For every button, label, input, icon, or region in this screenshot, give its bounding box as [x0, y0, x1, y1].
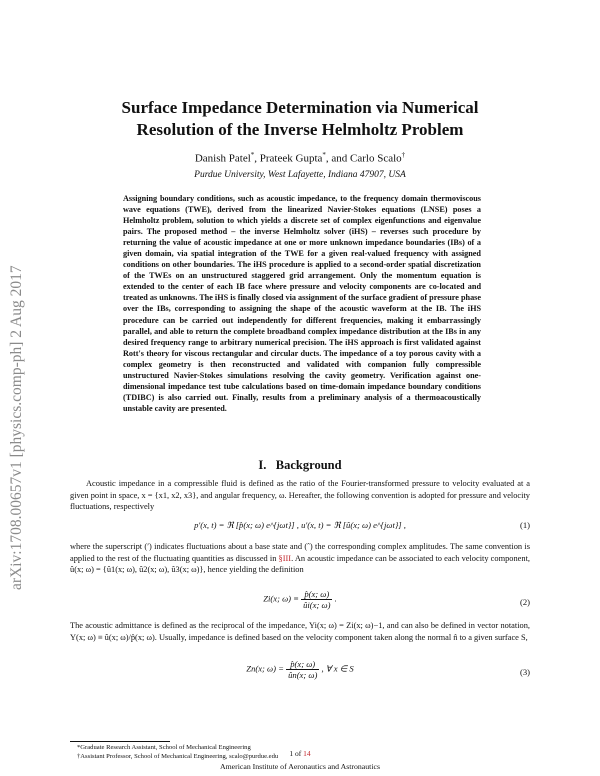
- equation-2-lhs: Zi(x; ω) ≡: [263, 593, 302, 604]
- equation-2-denominator: ûi(x; ω): [303, 600, 331, 610]
- equation-3-number: (3): [519, 667, 530, 677]
- affiliation: Purdue University, West Lafayette, Indiana 47907, USA: [194, 170, 406, 180]
- equation-3-lhs: Zn(x; ω) =: [246, 663, 287, 674]
- author-3-mark: †: [401, 151, 406, 159]
- footnote-divider: [70, 741, 170, 742]
- author-2: Prateek Gupta: [259, 152, 323, 165]
- equation-3-fraction: [286, 659, 319, 680]
- equation-2-fraction: [301, 589, 332, 610]
- abstract: Assigning boundary conditions, such as acoustic impedance, to the frequency domain thermoviscous wave equations (TWE), derived from the linearized Navier-Stokes equations (LNSE) poses a Helmholtz problem, solution to which yields a discrete set of complex eigenfunctions and eigenvalue pairs. The proposed method – the inverse Helmholtz solver (iHS) – reverses such procedure by returning the value of acoustic impedance at one or more unknown impedance boundaries (IBs) of a given domain, via spatial integration of the TWE for a given real-valued frequency with assigned conditions on other boundaries. The iHS procedure is applied to a second-order spatial discretization of the TWEs on an unstructured staggered grid arrangement. Only the momentum equation is extended to the center of each IB face where pressure and velocity components are co-located and treated as unknowns. The iHS is finally closed via assignment of the surface gradient of pressure phase over the IBs, corresponding to assigning the shape of the acoustic waveform at the IB. The iHS procedure can be carried out independently for different frequencies, making it embarrassingly parallel, and able to return the complete broadband complex impedance distribution at the IBs in any desired frequency range to arbitrary numerical precision. The iHS approach is first validated against Rott's theory for viscous rectangular and circular ducts. The impedance of a toy porous cavity with a complex geometry is then reconstructed and validated with companion fully compressible unstructured Navier-Stokes simulations resolving the cavity geometry. Verification against one-dimensional impedance test tube calculations based on time-domain impedance boundary conditions (TDIBC) is also carried out. Finally, results from a preliminary analysis of a thermoacoustically unstable cavity are presented.: [123, 194, 481, 413]
- page-current: 1: [289, 749, 294, 758]
- equation-2-number: (2): [519, 597, 530, 607]
- equation-1-body: p′(x, t) = ℜ [p̂(x; ω) e^{jωt}] , u′(x, t) = ℜ [û(x; ω) e^{jωt}] ,: [194, 520, 406, 530]
- title-line-2: Resolution of the Inverse Helmholtz Problem: [136, 120, 464, 139]
- section-heading: [60, 458, 540, 473]
- section-reference-link[interactable]: §III: [278, 553, 292, 563]
- section-number: I.: [258, 458, 267, 472]
- arxiv-side-stamp: arXiv:1708.00657v1 [physics.comp-ph] 2 Aug 2017: [8, 265, 25, 590]
- title-line-1: Surface Impedance Determination via Numerical: [121, 98, 479, 117]
- paragraph-convention-text-a: where the superscript (′) indicates fluctuations about a base state and (ˆ) the corresponding complex amplitudes. The same convention is applied to the rest of the fluctuating quantities as discussed in: [70, 542, 530, 563]
- publisher-footer: American Institute of Aeronautics and Astronautics: [219, 762, 380, 771]
- equation-1-number: (1): [519, 520, 530, 530]
- paper-title: [60, 97, 540, 141]
- equation-3-body: [70, 659, 530, 680]
- paragraph-convention-text-b: . An acoustic impedance can be associated to each velocity component, û(x; ω) = {û1(x; ω), û2(x; ω), û3(x; ω)}, hence yielding the definition: [70, 553, 530, 575]
- section-title: Background: [275, 458, 342, 472]
- equation-3-denominator: ûn(x; ω): [288, 670, 318, 680]
- equation-3-tail: , ∀ x ∈ S: [321, 663, 354, 674]
- equation-2-body: [70, 589, 530, 610]
- paragraph-intro: Acoustic impedance in a compressible fluid is defined as the ratio of the Fourier-transformed pressure to velocity evaluated at a given point in space, x = {x1, x2, x3}, and angular frequency, ω. Hereafter, the following convention is adopted for pressure and velocity fluctuations, respectively: [70, 479, 530, 512]
- author-3: and Carlo Scalo: [331, 152, 402, 165]
- footnote-2: †Assistant Professor, School of Mechanical Engineering, scalo@purdue.edu: [77, 753, 279, 760]
- author-1: Danish Patel: [194, 152, 251, 165]
- author-1-mark: *: [250, 151, 255, 159]
- paragraph-convention: [70, 541, 530, 576]
- footnote-1: *Graduate Research Assistant, School of Mechanical Engineering: [77, 744, 251, 751]
- equation-2-numerator: p̂(x; ω): [301, 589, 332, 600]
- page-of: of: [295, 749, 302, 758]
- paragraph-admittance: The acoustic admittance is defined as the reciprocal of the impedance, Yi(x; ω) = Zi(x; ω)−1, and can also be defined in vector notation, Y(x; ω) ≡ û(x; ω)/p̂(x; ω). Usually, impedance is defined based on the velocity component taken along the normal n̂ to a given surface S,: [70, 621, 530, 642]
- equation-3-numerator: p̂(x; ω): [286, 659, 319, 670]
- author-list: Danish Patel*, Prateek Gupta*, and Carlo Scalo†: [194, 151, 406, 165]
- page-number: [0, 749, 600, 758]
- equation-2-tail: .: [334, 593, 337, 604]
- author-2-mark: *: [322, 151, 326, 159]
- page-total-link[interactable]: 14: [303, 749, 311, 758]
